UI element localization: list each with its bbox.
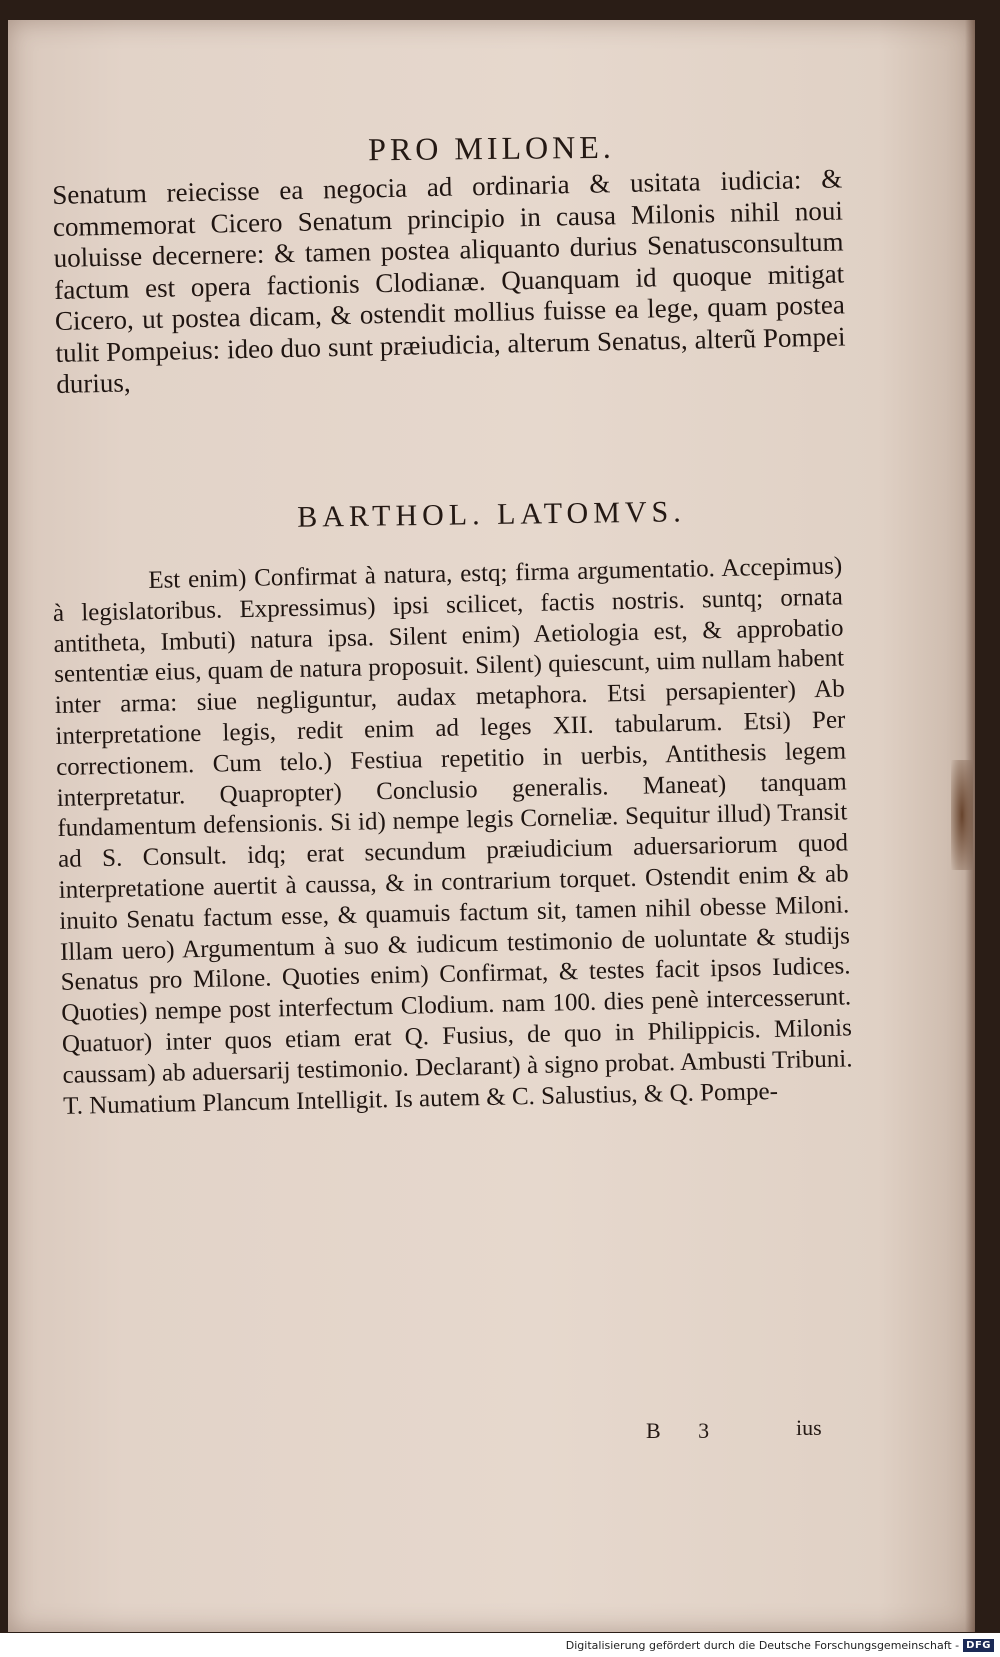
page-stain	[951, 760, 973, 870]
signature-mark: B 3	[646, 1418, 726, 1443]
book-page	[8, 20, 975, 1632]
footer-credit: Digitalisierung gefördert durch die Deutsche Forschungsgemeinschaft -	[565, 1638, 960, 1652]
running-head: PRO MILONE.	[367, 128, 616, 168]
section-heading: BARTHOL. LATOMVS.	[297, 495, 686, 534]
dfg-logo: DFG	[963, 1639, 994, 1652]
paragraph-commentary-2: Est enim) Confirmat à natura, estq; firma argumentatio. Accepimus) à legislatoribus. Expressimus) ipsi scilicet, factis nostris. suntq; ornata antitheta, Imbuti) natura ipsa. Silent enim) Aetiologia est, & approbatio sententiæ eius, quam de natura proposuit. Silent) quiescunt, uim nullam habent inter arma: siue negliguntur, audax metaphora. Etsi persapienter) Ab interpretatione legis, redit enim ad leges XII. tabularum. Etsi) Per correctionem. Cum telo.) Festiua repetitio in uerbis, Antithesis legem interpretatur. Quapropter) Conclusio generalis. Maneat) tanquam fundamentum defensionis. Si id) nempe legis Corneliæ. Sequitur illud) Transit ad S. Consult. idq; erat secundum præiudicium aduersariorum quod interpretatione auertit à caussa, & in contrarium torquet. Ostendit enim & ab inuito Senatu factum esse, & quamuis factum sit, tamen nihil obesse Miloni. Illam uero) Argumentum à suo & iudicum testimonio de uoluntate & studijs Senatus pro Milone. Quoties enim) Confirmat, & testes facit ipsos Iudices. Quoties) nempe post interfectum Clodium. nam 100. dies penè intercesserunt. Quatuor) inter quos etiam erat Q. Fusius, de quo in Philippicis. Milonis caussam) ab aduersarij testimonio. Declarant) à signo probat. Ambusti Tribuni. T. Numatium Plancum Intelligit. Is autem & C. Salustius, & Q. Pompe-	[52, 552, 853, 1120]
catchword: ius	[796, 1415, 822, 1440]
digitization-footer	[0, 1633, 1000, 1657]
paragraph-commentary-1: Senatum reiecisse ea negocia ad ordinaria & usitata iudicia: & commemorat Cicero Senatum principio in causa Milonis nihil noui uoluisse decernere: & tamen postea aliquanto durius Senatusconsultum factum est opera factionis Clodianæ. Quanquam id quoque mitigat Cicero, ut postea dicam, & ostendit mollius fuisse ea lege, quam postea tulit Pompeius: ideo duo sunt præiudicia, alterum Senatus, alterũ Pompei durius,	[52, 163, 846, 399]
